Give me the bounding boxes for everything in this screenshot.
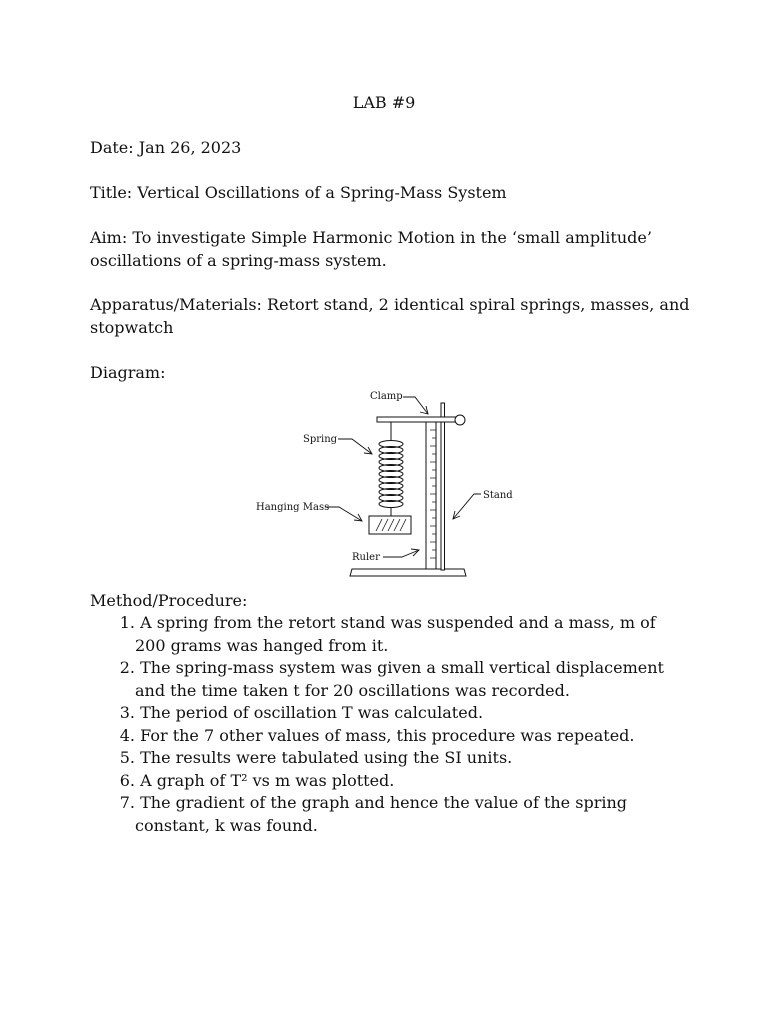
hanging-mass [369, 516, 411, 534]
stand-base [350, 569, 466, 576]
clamp-screw [455, 415, 465, 425]
title-line: Title: Vertical Oscillations of a Spring-Mass System [90, 183, 507, 202]
step-text: The spring-mass system was given a small vertical displacement and the time taken t for 20 oscillations was recorded. [135, 658, 664, 700]
step-number: 7. [119, 793, 135, 812]
step-text: A spring from the retort stand was suspended and a mass, m of 200 grams was hanged from it. [135, 613, 656, 655]
procedure-step [90, 612, 690, 657]
apparatus-diagram [252, 386, 522, 582]
lab-title: LAB #9 [352, 93, 416, 112]
step-text: For the 7 other values of mass, this procedure was repeated. [140, 725, 635, 745]
ruler-label: Ruler [352, 552, 380, 563]
hanging-mass-label: Hanging Mass [256, 502, 330, 513]
procedure-step [90, 770, 690, 793]
procedure-step [90, 792, 690, 837]
step-number: 5. [119, 748, 135, 767]
stand-rod [441, 403, 445, 570]
step-number: 2. [119, 658, 135, 677]
spring-label: Spring [303, 434, 338, 445]
step-text: The results were tabulated using the SI units. [140, 748, 513, 767]
step-number: 4. [119, 725, 135, 745]
step-number: 6. [119, 770, 135, 790]
step-text: The gradient of the graph and hence the value of the spring constant, k was found. [135, 793, 627, 835]
spring [379, 422, 403, 516]
procedure-step [90, 702, 690, 725]
step-text: A graph of T² vs m was plotted. [140, 770, 395, 790]
date-line: Date: Jan 26, 2023 [90, 138, 242, 157]
step-number: 3. [119, 703, 135, 722]
apparatus-paragraph: Apparatus/Materials: Retort stand, 2 identical spiral springs, masses, and stopwatch [90, 295, 690, 337]
procedure-step [90, 747, 690, 770]
step-text: The period of oscillation T was calculated. [140, 703, 484, 722]
method-heading: Method/Procedure: [90, 591, 248, 610]
procedure-step [90, 657, 690, 702]
ruler [426, 422, 436, 569]
diagram-heading: Diagram: [90, 363, 166, 382]
aim-paragraph: Aim: To investigate Simple Harmonic Motion in the ‘small amplitude’ oscillations of a spring-mass system. [90, 228, 652, 270]
procedure-step [90, 725, 690, 748]
step-number: 1. [119, 613, 135, 632]
clamp-label: Clamp [370, 391, 403, 402]
clamp-arm [377, 417, 457, 422]
procedure-list [90, 612, 690, 837]
stand-label: Stand [483, 490, 513, 501]
